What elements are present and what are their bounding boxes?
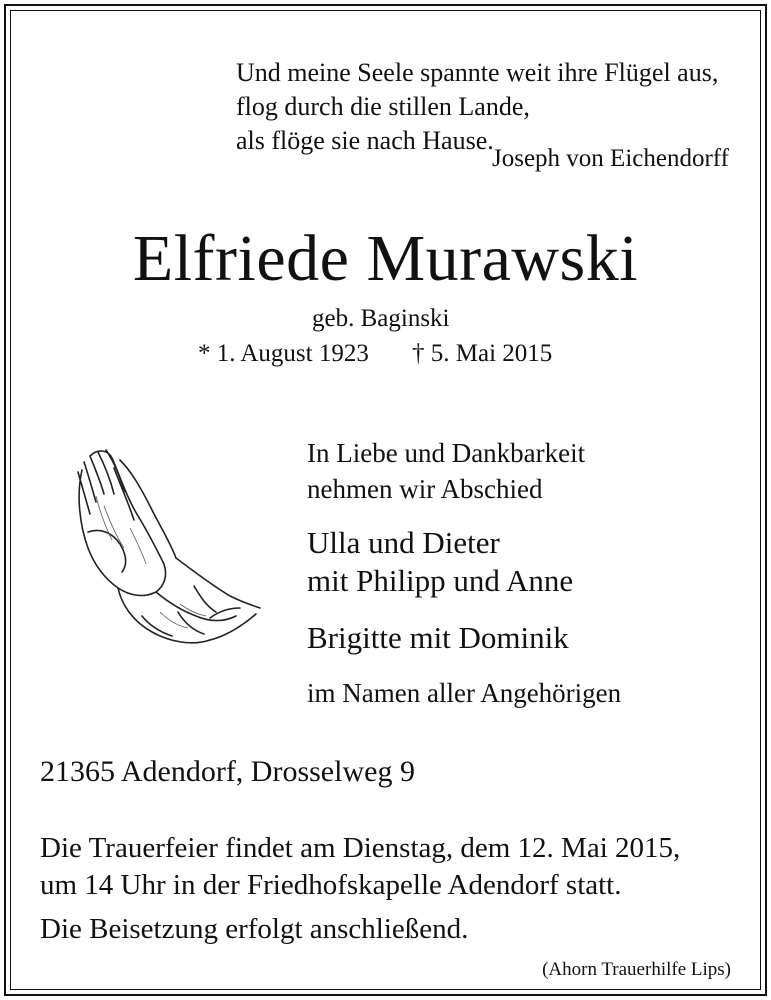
address: 21365 Adendorf, Drosselweg 9 — [40, 755, 415, 788]
family-line: Ulla und Dieter — [307, 525, 500, 560]
family-group-1 — [307, 524, 573, 600]
birth-name: geb. Baginski — [312, 305, 450, 332]
burial-info: Die Beisetzung erfolgt anschließend. — [40, 913, 469, 945]
funeral-home-credit: (Ahorn Trauerhilfe Lips) — [542, 959, 731, 980]
poem-line: als flöge sie nach Hause. — [236, 126, 494, 155]
praying-hands-icon — [60, 436, 265, 651]
on-behalf-text: im Namen aller Angehörigen — [307, 678, 622, 708]
deceased-name: Elfriede Murawski — [132, 222, 639, 295]
family-line: mit Philipp und Anne — [307, 563, 574, 598]
ceremony-line: um 14 Uhr in der Friedhofskapelle Adendorf statt. — [40, 869, 622, 901]
farewell-line: nehmen wir Abschied — [307, 474, 543, 504]
poem-line: Und meine Seele spannte weit ihre Flügel aus, — [236, 58, 719, 87]
birth-date: * 1. August 1923 — [198, 340, 369, 367]
poem-author: Joseph von Eichendorff — [492, 145, 729, 172]
farewell-text — [307, 435, 585, 507]
ceremony-info — [40, 830, 680, 904]
family-group-2: Brigitte mit Dominik — [307, 620, 569, 655]
poem — [236, 56, 718, 158]
farewell-line: In Liebe und Dankbarkeit — [307, 438, 586, 468]
ceremony-line: Die Trauerfeier findet am Dienstag, dem 12. Mai 2015, — [40, 832, 681, 864]
poem-line: flog durch die stillen Lande, — [236, 92, 530, 121]
death-date: † 5. Mai 2015 — [412, 340, 553, 367]
